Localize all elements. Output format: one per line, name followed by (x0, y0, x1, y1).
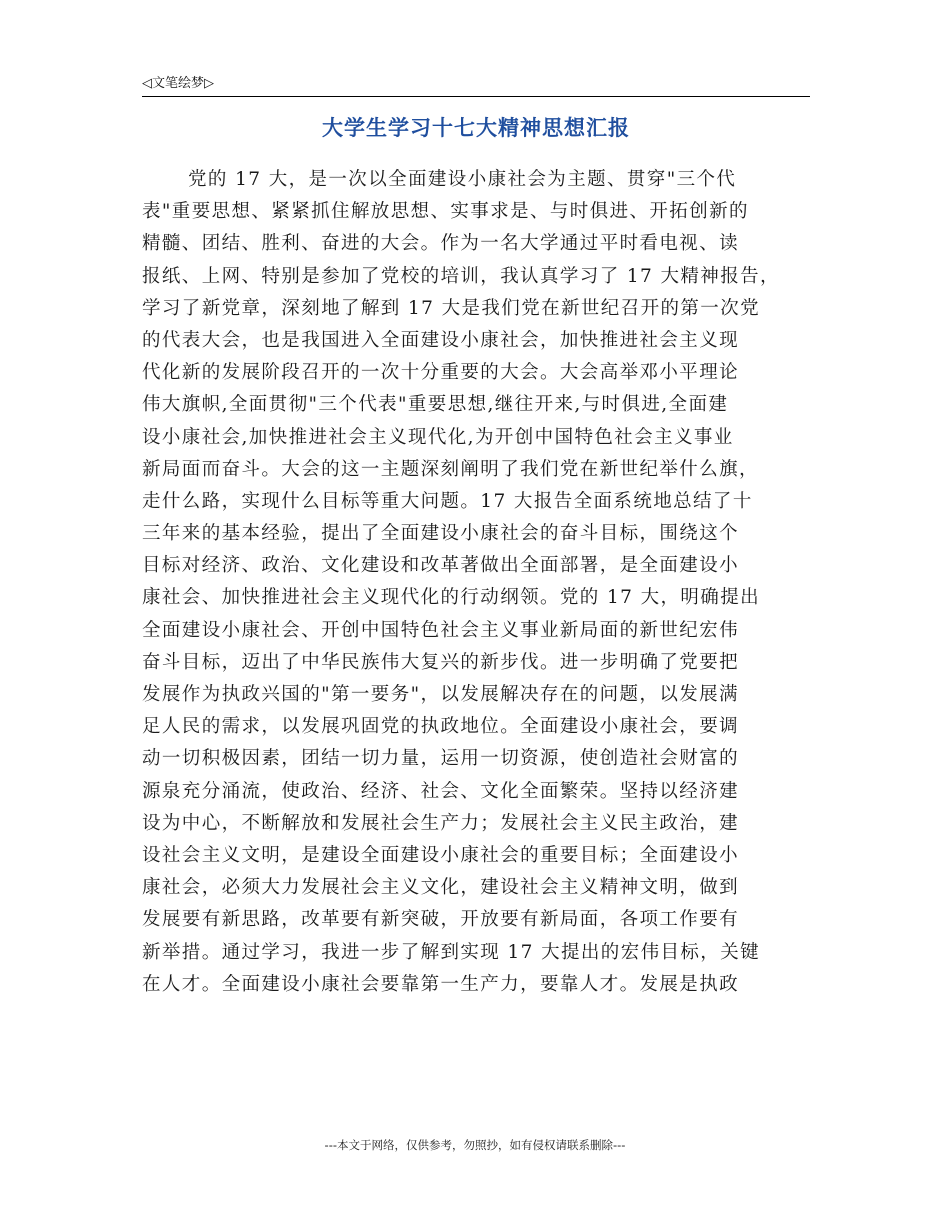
body-line: 表"重要思想、紧紧抓住解放思想、实事求是、与时俱进、开拓创新的 (142, 201, 749, 223)
body-line: 党的 17 大，是一次以全面建设小康社会为主题、贯穿"三个代 (188, 169, 737, 190)
document-body (142, 164, 822, 1001)
body-line: 设社会主义文明，是建设全面建设小康社会的重要目标；全面建设小 (142, 844, 740, 866)
body-line: 代化新的发展阶段召开的一次十分重要的大会。大会高举邓小平理论 (142, 362, 740, 384)
body-line: 设小康社会,加快推进社会主义现代化,为开创中国特色社会主义事业 (142, 426, 734, 448)
body-line: 走什么路，实现什么目标等重大问题。17 大报告全面系统地总结了十 (142, 490, 753, 512)
body-line: 精髓、团结、胜利、奋进的大会。作为一名大学通过平时看电视、读 (142, 233, 740, 255)
body-line: 报纸、上网、特别是参加了党校的培训，我认真学习了 17 大精神报告， (142, 265, 780, 287)
header-brand: ◁文笔绘梦▷ (142, 76, 214, 91)
body-line: 康社会，必须大力发展社会主义文化，建设社会主义精神文明，做到 (142, 877, 740, 899)
body-line: 全面建设小康社会、开创中国特色社会主义事业新局面的新世纪宏伟 (142, 619, 740, 641)
page-header (142, 74, 810, 97)
body-line: 三年来的基本经验，提出了全面建设小康社会的奋斗目标，围绕这个 (142, 523, 740, 545)
body-line: 新局面而奋斗。大会的这一主题深刻阐明了我们党在新世纪举什么旗， (142, 458, 759, 480)
body-line: 学习了新党章，深刻地了解到 17 大是我们党在新世纪召开的第一次党 (142, 297, 761, 319)
body-line: 足人民的需求，以发展巩固党的执政地位。全面建设小康社会，要调 (142, 716, 740, 738)
body-line: 的代表大会，也是我国进入全面建设小康社会，加快推进社会主义现 (142, 329, 740, 351)
document-title: 大学生学习十七大精神思想汇报 (322, 116, 630, 140)
body-line: 设为中心，不断解放和发展社会生产力；发展社会主义民主政治，建 (142, 812, 740, 834)
body-line: 目标对经济、政治、文化建设和改革著做出全面部署，是全面建设小 (142, 555, 740, 577)
body-line: 源泉充分涌流，使政治、经济、社会、文化全面繁荣。坚持以经济建 (142, 780, 740, 802)
body-line: 发展要有新思路，改革要有新突破，开放要有新局面，各项工作要有 (142, 909, 740, 931)
body-line: 动一切积极因素，团结一切力量，运用一切资源，使创造社会财富的 (142, 748, 740, 770)
page-footer: ---本文于网络，仅供参考，勿照抄，如有侵权请联系删除--- (324, 1138, 626, 1152)
body-line: 发展作为执政兴国的"第一要务"，以发展解决存在的问题，以发展满 (142, 684, 739, 705)
body-line: 奋斗目标，迈出了中华民族伟大复兴的新步伐。进一步明确了党要把 (142, 651, 740, 673)
body-line: 在人才。全面建设小康社会要靠第一生产力，要靠人才。发展是执政 (142, 973, 740, 995)
body-line: 伟大旗帜,全面贯彻"三个代表"重要思想,继往开来,与时俱进,全面建 (142, 394, 729, 416)
body-line: 康社会、加快推进社会主义现代化的行动纲领。党的 17 大，明确提出 (142, 587, 761, 609)
body-line: 新举措。通过学习，我进一步了解到实现 17 大提出的宏伟目标，关键 (142, 941, 761, 963)
